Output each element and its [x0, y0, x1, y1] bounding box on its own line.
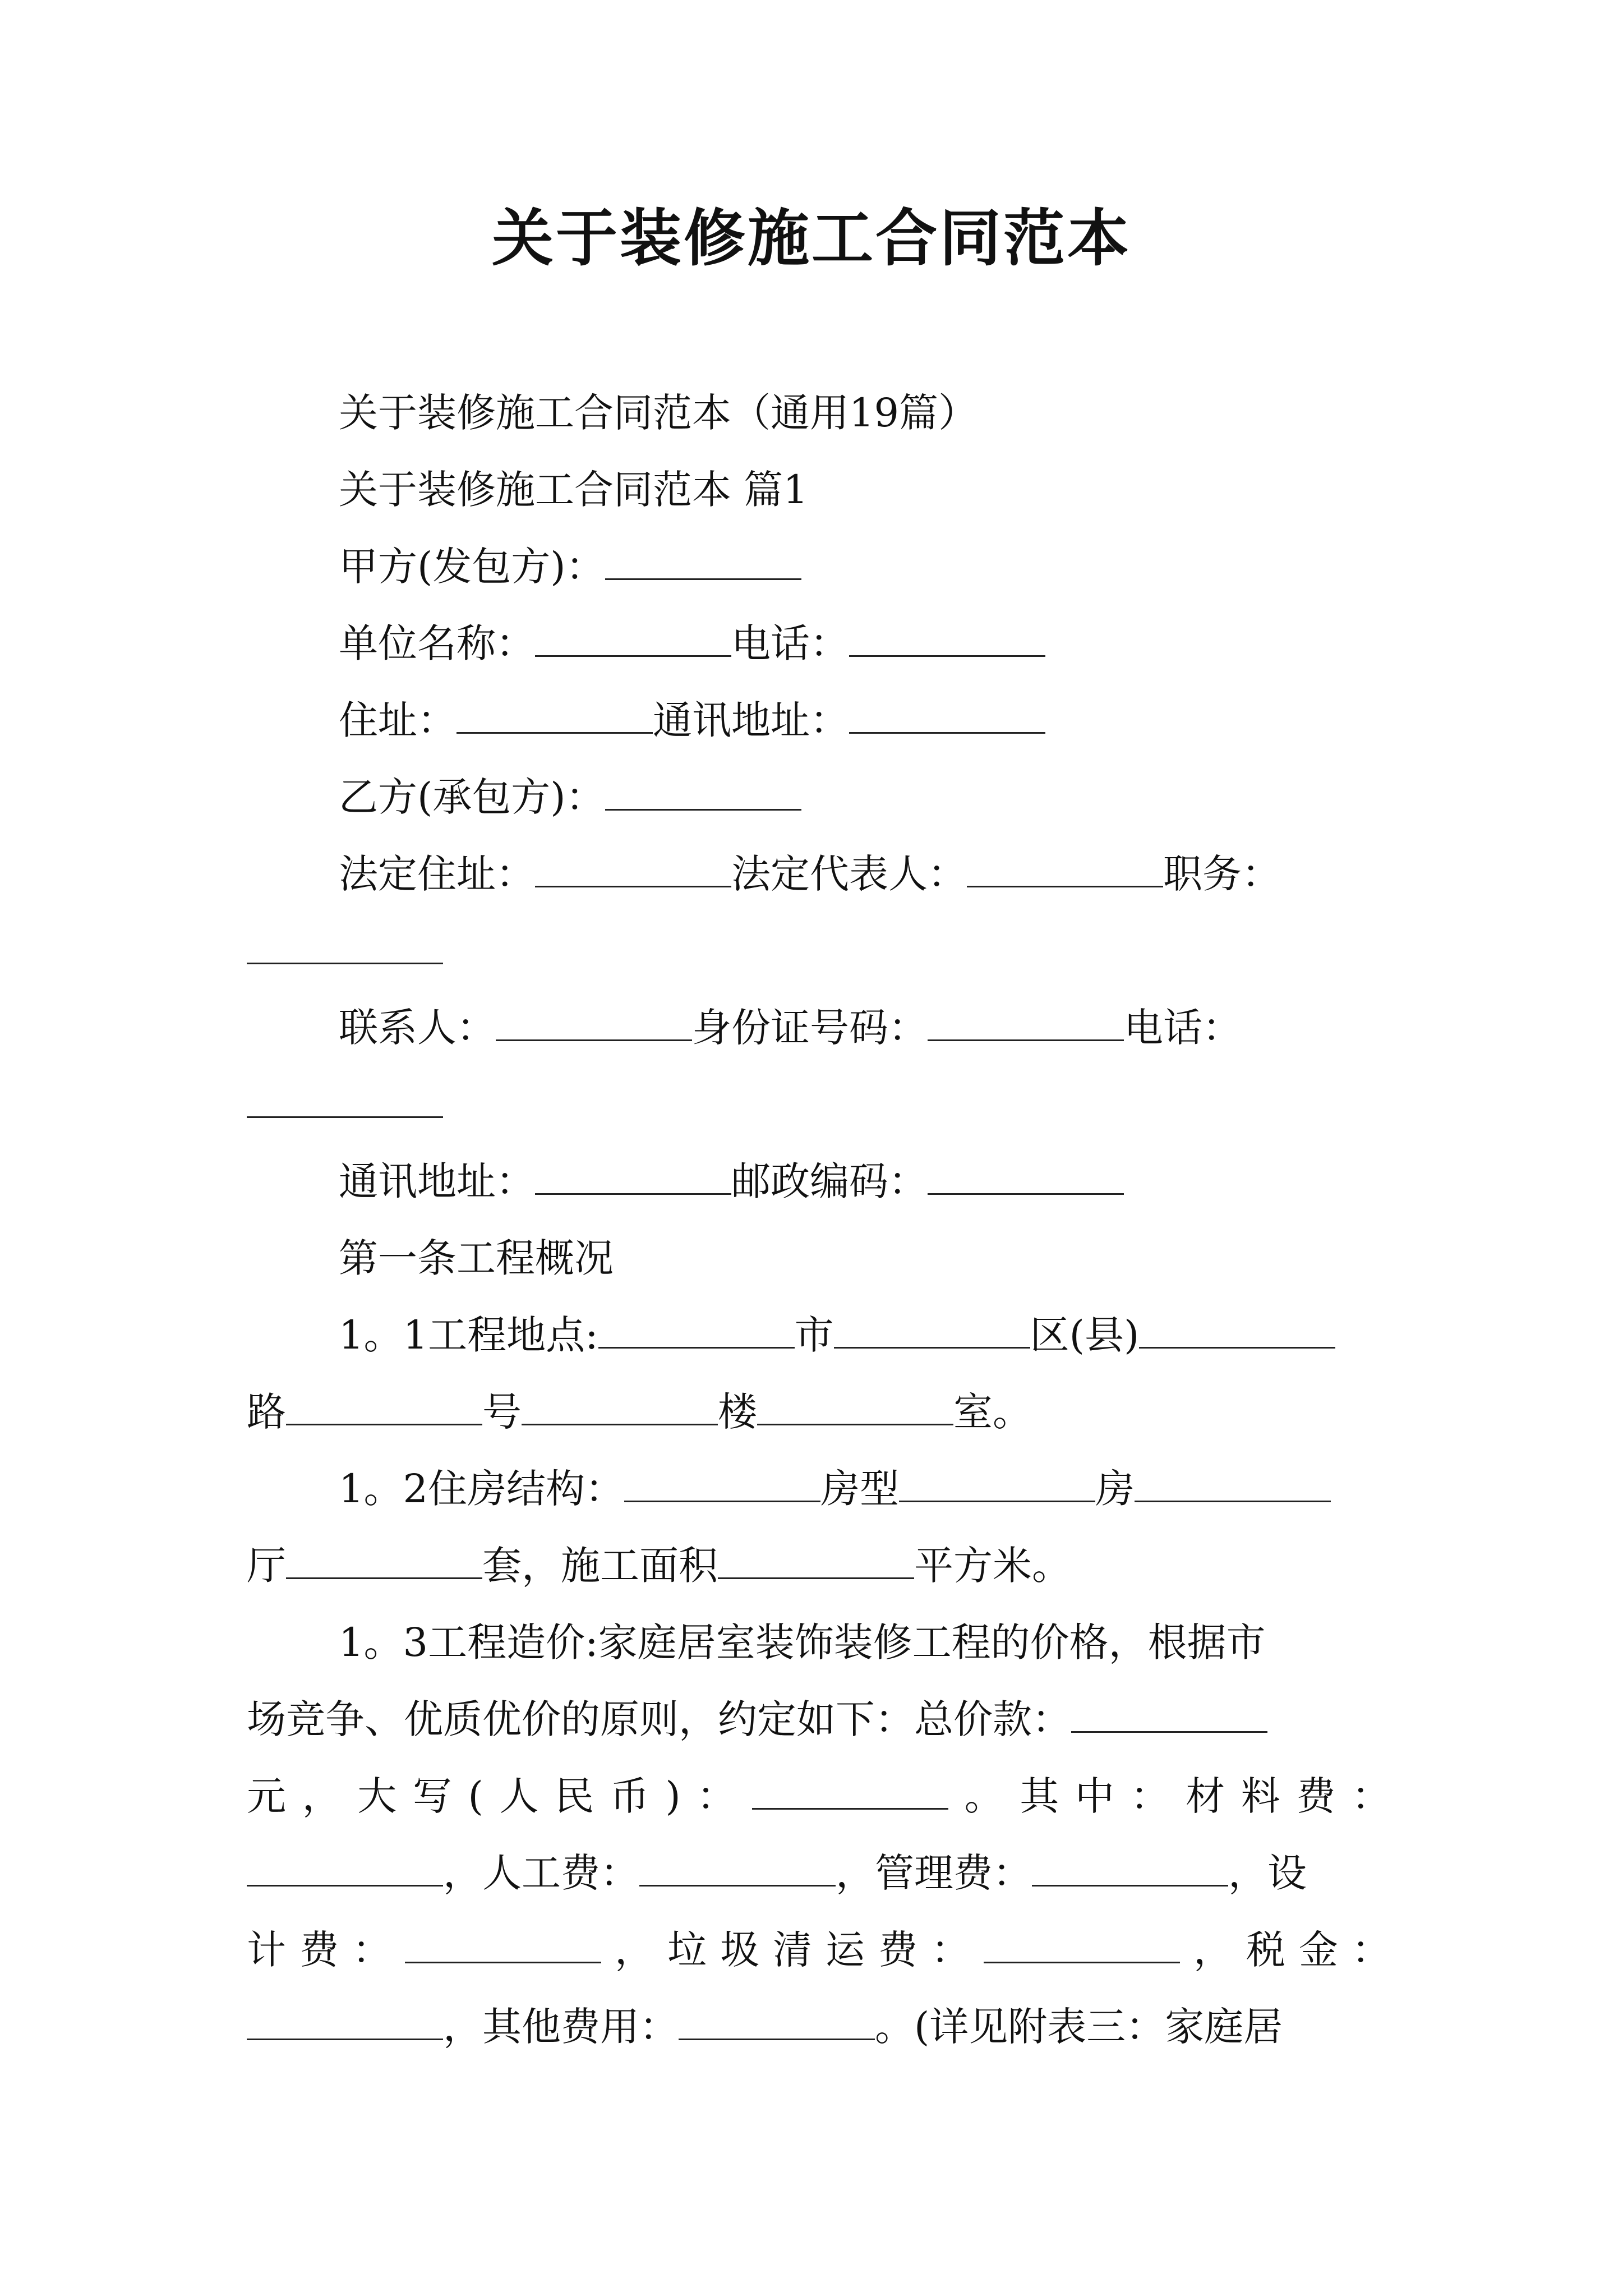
- area-blank: [718, 1540, 914, 1580]
- rooms-label: 房: [1095, 1466, 1135, 1512]
- id-number-label: 身份证号码：: [692, 1005, 928, 1051]
- item-1-3-line-6: [247, 1989, 1391, 2065]
- item-1-1-line-2: [247, 1374, 1391, 1451]
- legal-rep-blank: [967, 849, 1163, 888]
- item-1-3-line: 1。3工程造价:家庭居室装饰装修工程的价格，根据市: [339, 1619, 1266, 1665]
- item-1-1-line: [247, 1297, 1391, 1374]
- item-1-2-label: 1。2住房结构：: [339, 1466, 625, 1512]
- garbage-label: ，垃圾清运费：: [601, 1927, 984, 1973]
- phone-label: 电话：: [731, 620, 849, 666]
- other-blank: [679, 2001, 875, 2041]
- legal-address-blank: [535, 849, 731, 888]
- item-1-3-line-5: [247, 1912, 1391, 1989]
- district-blank: [834, 1310, 1030, 1349]
- mail-address2-blank: [535, 1156, 731, 1195]
- material-blank: [247, 1848, 443, 1887]
- phone-blank: [849, 618, 1045, 657]
- structure-blank: [624, 1464, 820, 1503]
- phone2-blank-line: [247, 1066, 1391, 1143]
- road-blank: [286, 1387, 482, 1426]
- item-1-1-label: 1。1工程地点:: [339, 1312, 598, 1358]
- mail-address2-label: 通讯地址：: [339, 1158, 535, 1204]
- room-type-blank: [899, 1464, 1095, 1503]
- city-blank: [598, 1310, 795, 1349]
- tax-blank: [247, 2001, 443, 2041]
- labor-label: ，人工费：: [443, 1850, 639, 1896]
- position-blank: [247, 926, 443, 965]
- rooms-blank: [1135, 1464, 1331, 1503]
- position-label: 职务：: [1163, 851, 1281, 897]
- party-b-blank: [605, 772, 801, 811]
- other-label: ，其他费用：: [443, 2004, 679, 2050]
- garbage-blank: [984, 1925, 1180, 1964]
- see-table-label: 。(详见附表三：家庭居: [875, 2004, 1283, 2050]
- item-1-2-line: [247, 1451, 1391, 1527]
- sets-area-label: 套，施工面积: [482, 1543, 718, 1589]
- item-1-3-line-2-text: 场竞争、优质优价的原则，约定如下：总价款：: [247, 1696, 1071, 1742]
- caps-blank: [752, 1771, 948, 1810]
- halls-label: 厅: [247, 1543, 286, 1589]
- item-1-2-line-2: [247, 1527, 1391, 1604]
- subtitle-line: 关于装修施工合同范本（通用19篇）: [339, 390, 978, 436]
- id-number-blank: [928, 1002, 1124, 1042]
- party-a-blank: [605, 541, 801, 581]
- room-type-label: 房型: [820, 1466, 900, 1512]
- management-blank: [1032, 1848, 1228, 1887]
- mail-address-label: 通讯地址：: [653, 697, 849, 743]
- building-label: 楼: [718, 1389, 757, 1435]
- legal-line: [247, 836, 1391, 913]
- design-prefix: ，设: [1228, 1850, 1307, 1896]
- room-label: 室。: [953, 1389, 1032, 1435]
- party-b-line: [247, 759, 1391, 836]
- city-label: 市: [794, 1312, 834, 1358]
- postal-code-label: 邮政编码：: [731, 1158, 928, 1204]
- design-blank: [405, 1925, 601, 1964]
- district-after-blank: [1139, 1310, 1335, 1349]
- address-label: 住址：: [339, 697, 457, 743]
- legal-rep-label: 法定代表人：: [731, 851, 967, 897]
- article-1-heading: 第一条工程概况: [339, 1235, 614, 1281]
- number-label: 号: [482, 1389, 522, 1435]
- number-blank: [522, 1387, 718, 1426]
- phone2-blank: [247, 1079, 443, 1119]
- party-a-label: 甲方(发包方)：: [339, 544, 605, 590]
- unit-name-line: [247, 605, 1391, 682]
- item-1-3-line-3: [247, 1758, 1391, 1835]
- phone2-label: 电话：: [1124, 1005, 1242, 1051]
- district-label: 区(县): [1030, 1312, 1140, 1358]
- halls-blank: [286, 1540, 482, 1580]
- contact-label: 联系人：: [339, 1005, 496, 1051]
- building-blank: [757, 1387, 953, 1426]
- position-blank-line: [247, 913, 1391, 990]
- contact-blank: [496, 1002, 692, 1042]
- of-which-label: 。其中：材料费：: [948, 1773, 1391, 1819]
- item-1-3-line-2: [247, 1681, 1391, 1758]
- labor-blank: [639, 1848, 836, 1887]
- document-body: [247, 375, 1391, 2065]
- mail-address-blank: [849, 695, 1045, 734]
- design-fee-label: 计费：: [247, 1927, 405, 1973]
- unit-name-blank: [535, 618, 731, 657]
- total-price-blank: [1071, 1694, 1267, 1733]
- tax-label: ，税金：: [1180, 1927, 1391, 1973]
- document-title: 关于装修施工合同范本: [492, 202, 1131, 274]
- party-a-line: [247, 528, 1391, 605]
- chapter-heading: 关于装修施工合同范本 篇1: [339, 467, 808, 513]
- address-blank: [457, 695, 653, 734]
- unit-name-label: 单位名称：: [339, 620, 535, 666]
- sqm-label: 平方米。: [914, 1543, 1071, 1589]
- yuan-caps-label: 元，大写(人民币)：: [247, 1773, 752, 1819]
- legal-address-label: 法定住址：: [339, 851, 535, 897]
- management-label: ，管理费：: [836, 1850, 1032, 1896]
- address-line: [247, 682, 1391, 759]
- party-b-label: 乙方(承包方)：: [339, 774, 605, 820]
- postal-code-blank: [928, 1156, 1124, 1195]
- mail-postal-line: [247, 1143, 1391, 1220]
- road-label: 路: [247, 1389, 286, 1435]
- contact-line: [247, 990, 1391, 1066]
- item-1-3-line-4: [247, 1835, 1391, 1912]
